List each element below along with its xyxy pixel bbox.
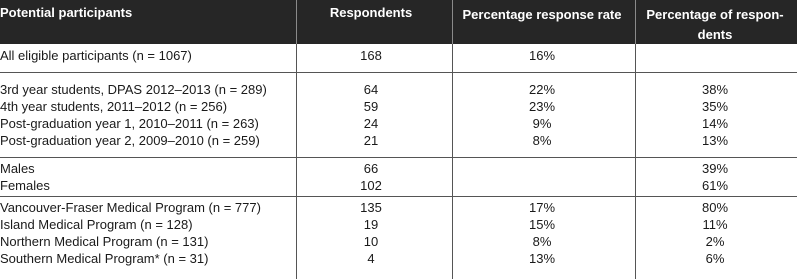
table-row (0, 160, 797, 177)
table-row (0, 177, 797, 194)
cell-participants: Females (0, 178, 50, 193)
table-row (0, 132, 797, 149)
cell-respondents: 102 (360, 178, 382, 193)
cell-pct-respondents: 38% (701, 82, 729, 97)
table-row (0, 199, 797, 216)
cell-respondents: 21 (363, 133, 379, 148)
cell-participants: Vancouver-Fraser Medical Program (n = 777) (0, 200, 261, 215)
cell-pct-respondents: 35% (701, 99, 729, 114)
cell-pct-respondents: 14% (701, 116, 729, 131)
cell-response-rate: 13% (528, 251, 556, 266)
cell-response-rate: 8% (532, 234, 552, 249)
column-divider (635, 44, 636, 279)
table-row (0, 47, 797, 64)
group-all-eligible (0, 44, 797, 72)
table-row (0, 98, 797, 115)
group-programs (0, 197, 797, 279)
cell-pct-respondents: 2% (705, 234, 725, 249)
header-potential-participants: Potential participants (0, 5, 133, 20)
column-divider (452, 44, 453, 279)
header-percentage-of-respondents: Percentage of respon-dents (646, 7, 784, 42)
cell-respondents: 64 (363, 82, 379, 97)
cell-participants: 3rd year students, DPAS 2012–2013 (n = 289) (0, 82, 267, 97)
cell-response-rate: 16% (528, 48, 556, 63)
table-row (0, 216, 797, 233)
cell-participants: 4th year students, 2011–2012 (n = 256) (0, 99, 228, 114)
header-percentage-response-rate: Percentage response rate (462, 7, 622, 22)
table-row (0, 233, 797, 250)
cell-pct-respondents: 39% (701, 161, 729, 176)
cell-response-rate: 8% (532, 133, 552, 148)
cell-participants: Males (0, 161, 35, 176)
cell-pct-respondents: 6% (705, 251, 725, 266)
table-row (0, 81, 797, 98)
cell-response-rate: 23% (528, 99, 556, 114)
group-years (0, 73, 797, 153)
cell-respondents: 59 (363, 99, 379, 114)
cell-participants: All eligible participants (n = 1067) (0, 48, 192, 63)
cell-participants: Southern Medical Program* (n = 31) (0, 251, 209, 266)
cell-pct-respondents: 11% (702, 217, 728, 232)
cell-participants: Island Medical Program (n = 128) (0, 217, 193, 232)
header-respondents: Respondents (329, 5, 413, 20)
cell-respondents: 135 (360, 200, 382, 215)
cell-participants: Post-graduation year 1, 2010–2011 (n = 263) (0, 116, 259, 131)
cell-response-rate: 9% (532, 116, 552, 131)
cell-respondents: 4 (367, 251, 375, 266)
cell-participants: Northern Medical Program (n = 131) (0, 234, 209, 249)
cell-response-rate: 15% (528, 217, 556, 232)
column-divider (296, 44, 297, 279)
cell-respondents: 24 (363, 116, 379, 131)
cell-respondents: 10 (363, 234, 379, 249)
group-sex (0, 158, 797, 198)
table-row (0, 115, 797, 132)
cell-respondents: 168 (360, 48, 382, 63)
cell-respondents: 66 (363, 161, 379, 176)
cell-pct-respondents: 61% (701, 178, 729, 193)
table-header (0, 0, 797, 44)
table-row (0, 250, 797, 267)
cell-pct-respondents: 80% (701, 200, 729, 215)
cell-participants: Post-graduation year 2, 2009–2010 (n = 259) (0, 133, 260, 148)
cell-response-rate: 17% (528, 200, 556, 215)
cell-response-rate: 22% (528, 82, 556, 97)
cell-pct-respondents: 13% (701, 133, 729, 148)
cell-respondents: 19 (363, 217, 379, 232)
